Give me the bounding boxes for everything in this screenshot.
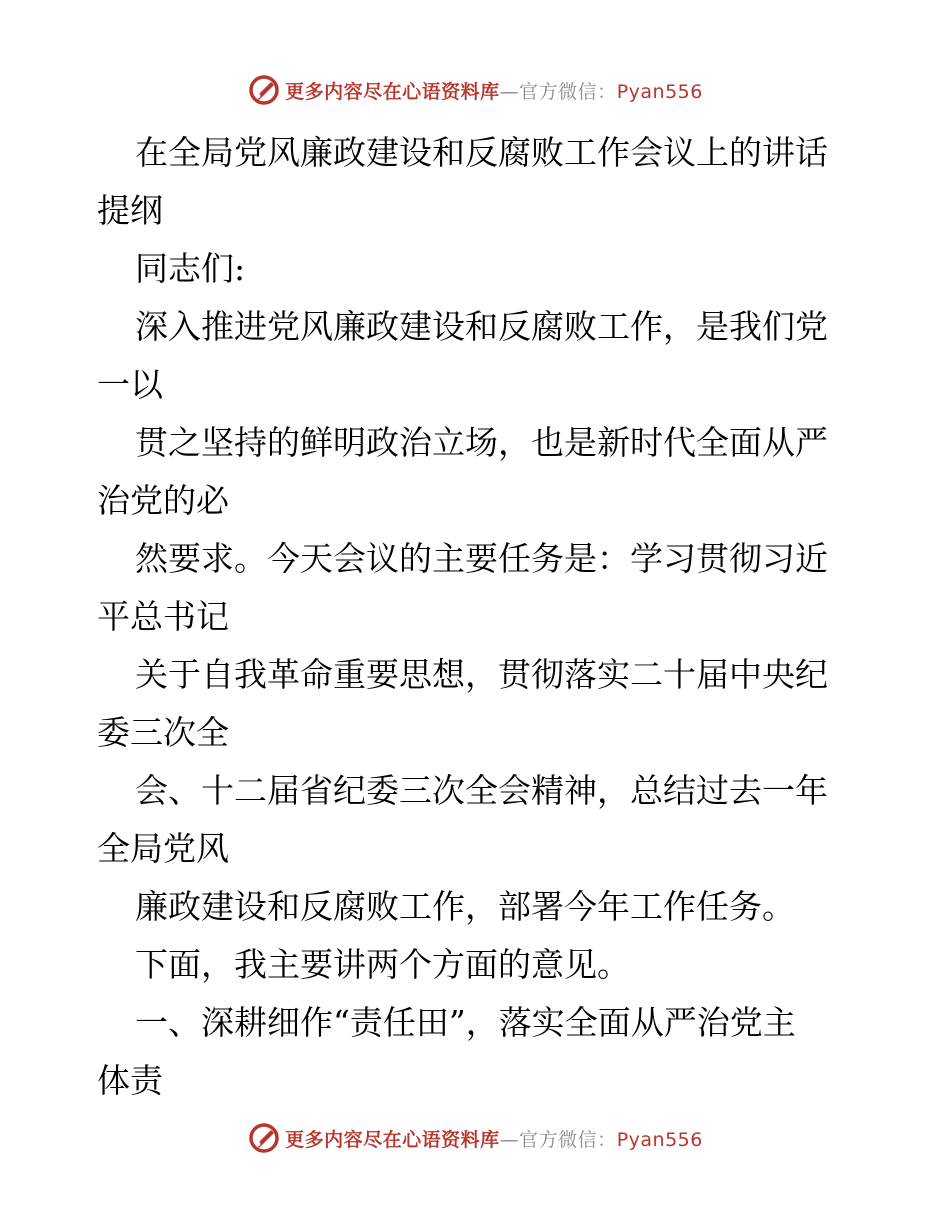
text-line: 全局党风 — [97, 829, 229, 868]
text-line: 体责 — [97, 1061, 163, 1100]
text-line: 然要求。今天会议的主要任务是：学习贯彻习近 — [135, 539, 828, 578]
footer-watermark — [0, 1118, 950, 1158]
document-body — [97, 124, 877, 1110]
text-line: 提纲 — [97, 191, 163, 230]
text-line: 一以 — [97, 365, 163, 404]
text-line: 一、深耕细作“责任田”，落实全面从严治党主 — [135, 1003, 796, 1042]
text-line: 深入推进党风廉政建设和反腐败工作，是我们党 — [135, 307, 828, 346]
text-line: 治党的必 — [97, 481, 229, 520]
text-line: 关于自我革命重要思想，贯彻落实二十届中央纪 — [135, 655, 828, 694]
watermark-text: 更多内容尽在心语资料库—官方微信：Pyan556 — [285, 80, 703, 103]
text-line: 会、十二届省纪委三次全会精神，总结过去一年 — [135, 771, 828, 810]
text-line: 平总书记 — [97, 597, 229, 636]
watermark-text: 更多内容尽在心语资料库—官方微信：Pyan556 — [285, 1128, 703, 1151]
text-line: 同志们: — [135, 249, 246, 288]
text-line: 贯之坚持的鲜明政治立场，也是新时代全面从严 — [135, 423, 828, 462]
header-watermark — [0, 70, 950, 110]
text-line: 廉政建设和反腐败工作，部署今年工作任务。 — [135, 887, 795, 926]
text-line: 下面，我主要讲两个方面的意见。 — [135, 945, 630, 984]
text-line: 在全局党风廉政建设和反腐败工作会议上的讲话 — [135, 133, 828, 172]
brand-logo-icon — [247, 1121, 281, 1155]
brand-logo-icon — [247, 73, 281, 107]
text-line: 委三次全 — [97, 713, 229, 752]
